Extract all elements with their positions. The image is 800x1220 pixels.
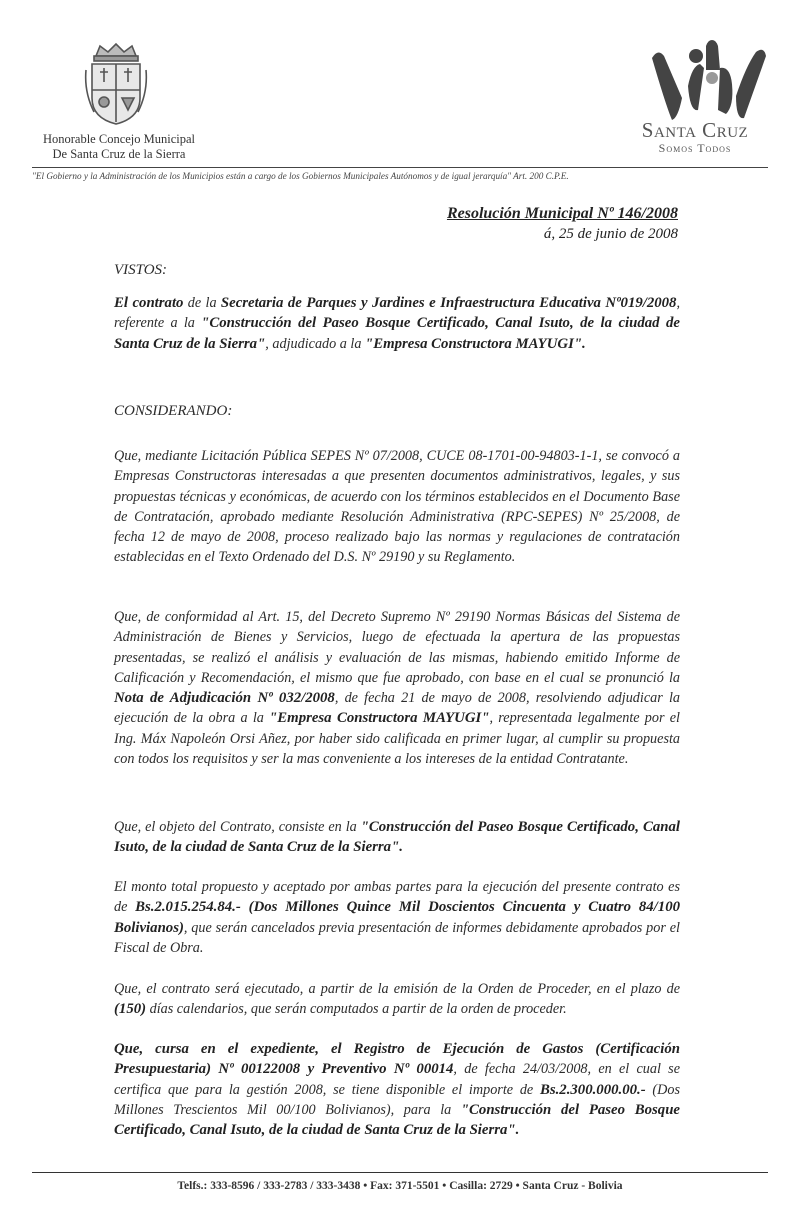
council-line-1: Honorable Concejo Municipal: [42, 132, 196, 146]
vistos-text-2: de la: [183, 295, 221, 311]
p4-text-a: El monto total propuesto y aceptado por ambas partes para la ejecución del presente contrato es de: [114, 879, 680, 916]
vistos-paragraph: [114, 293, 680, 354]
p2-text-e: , representada legalmente por el Ing. Máx Napoleón Orsi Añez, por haber sido calificada en primer lugar, al cumplir su propuesta con todos los requisitos y ser la mas conveniente a los intereses de la entidad Contratante.: [114, 710, 680, 768]
header-divider: [32, 167, 768, 168]
santa-cruz-figures-logo: [648, 36, 770, 128]
vistos-text-1: El contrato: [114, 295, 184, 311]
p2-text-b: Nota de Adjudicación Nº 032/2008: [114, 690, 335, 707]
p6-text-d: (Dos Millones Trescientos Mil 00/100 Bolivianos), para la: [114, 1081, 680, 1118]
vistos-text-3: Secretaria de Parques y Jardines e Infraestructura Educativa Nº019/2008: [220, 295, 677, 311]
p2-text-d: "Empresa Constructora MAYUGI": [269, 710, 490, 727]
p6-text-e: "Construcción del Paseo Bosque Certificado, Canal Isuto, de la ciudad de Santa Cruz de la Sierra".: [114, 1101, 680, 1139]
p5-text-b: (150): [114, 1001, 147, 1018]
p6-text-a: Que, cursa en el expediente, el Registro de Ejecución de Gastos (Certificación Presupuestaria) Nº 00122008 y Preventivo Nº 00014: [114, 1041, 680, 1078]
resolution-title: Resolución Municipal Nº 146/2008: [446, 205, 678, 222]
footer-divider: [32, 1172, 768, 1173]
considerando-paragraph-5: [114, 979, 680, 1020]
p2-text-c: , de fecha 21 de mayo de 2008, resolviendo adjudicar la ejecución de la obra a la: [114, 690, 680, 727]
considerando-paragraph-2: [114, 607, 680, 769]
p5-text-c: días calendarios, que serán computados a partir de la orden de proceder.: [146, 1001, 567, 1018]
vistos-text-4: , referente a la: [114, 295, 680, 332]
p3-text-a: Que, el objeto del Contrato, consiste en la: [114, 819, 361, 835]
vistos-heading: VISTOS:: [114, 262, 168, 278]
constitution-quote: "El Gobierno y la Administración de los Municipios están a cargo de los Gobiernos Municipales Autónomos y de igual jerarquía" Art. 200 C.P.E.: [32, 171, 569, 181]
footer-contact: Telfs.: 333-8596 / 333-2783 / 333-3438 • Fax: 371-5501 • Casilla: 2729 • Santa Cruz - Bolivia: [177, 1180, 623, 1192]
vistos-text-5: "Construcción del Paseo Bosque Certificado, Canal Isuto, de la ciudad de Santa Cruz de la Sierra": [114, 315, 680, 352]
p3-text-b: "Construcción del Paseo Bosque Certificado, Canal Isuto, de la ciudad de Santa Cruz de la Sierra".: [114, 819, 681, 856]
vistos-text-7: "Empresa Constructora MAYUGI".: [365, 335, 586, 352]
council-line-2: De Santa Cruz de la Sierra: [52, 147, 186, 161]
vistos-text-6: , adjudicado a la: [265, 335, 365, 352]
council-name: [14, 132, 224, 162]
p2-text-a: Que, de conformidad al Art. 15, del Decreto Supremo Nº 29190 Normas Básicas del Sistema de Administración de Bienes y Servicios, luego de efectuada la apertura de las propuestas presentadas, se realizó el análisis y evaluación de las mismas, habiendo emitido Informe de Calificación y Recomendación, el mismo que fue aprobado, con base en el cual se pronunció la: [114, 609, 680, 686]
resolution-date: á, 25 de junio de 2008: [543, 226, 678, 242]
p6-text-c: Bs.2.300.000.00.-: [539, 1081, 646, 1098]
brand-slogan: Somos Todos: [658, 141, 732, 155]
considerando-paragraph-6: [114, 1039, 680, 1140]
considerando-heading: CONSIDERANDO:: [114, 403, 233, 419]
considerando-paragraph-3: [114, 817, 680, 858]
p4-text-b: Bs.2.015.254.84.- (Dos Millones Quince Mil Doscientos Cincuenta y Cuatro 84/100 Bolivianos): [114, 899, 680, 936]
p6-text-b: , de fecha 24/03/2008, en el cual se certifica que para la gestión 2008, se tiene disponible el importe de: [114, 1061, 680, 1098]
p5-text-a: Que, el contrato será ejecutado, a partir de la emisión de la Orden de Proceder, en el plazo de: [114, 981, 680, 997]
brand-name: Santa Cruz: [641, 118, 749, 142]
considerando-paragraph-4: [114, 877, 680, 958]
p4-text-c: , que serán cancelados previa presentación de informes debidamente aprobados por el Fiscal de Obra.: [114, 919, 680, 956]
considerando-paragraph-1: Que, mediante Licitación Pública SEPES Nº 07/2008, CUCE 08-1701-00-94803-1-1, se convocó a Empresas Constructoras interesadas a que presenten documentos administrativos, legales, y sus propuestas técnicas y económicas, de acuerdo con los términos establecidos en el Documento Base de Contratación, aprobado mediante Resolución Administrativa (RPC-SEPES) Nº 25/2008, de fecha 12 de mayo de 2008, proceso realizado bajo las normas y regulaciones de contratación establecidas en el Texto Ordenado del D.S. Nº 29190 y su Reglamento.: [114, 448, 680, 566]
coat-of-arms-logo: [84, 42, 148, 128]
